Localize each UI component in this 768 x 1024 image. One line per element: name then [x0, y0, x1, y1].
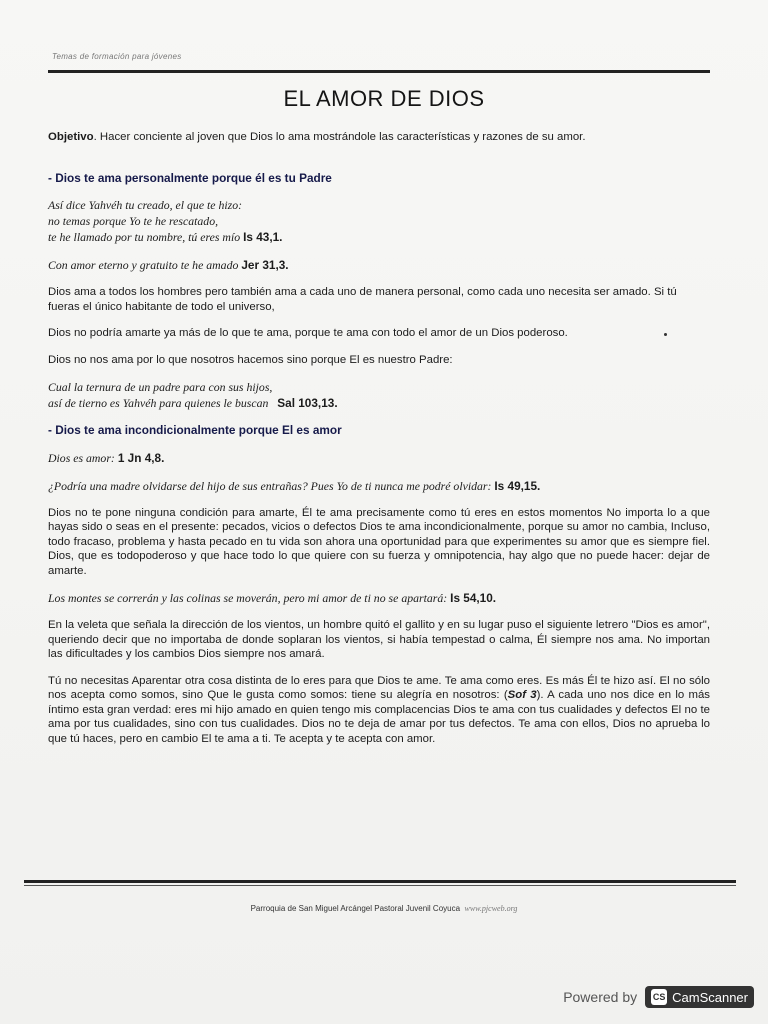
- scan-speck: [664, 333, 667, 336]
- footer-website: www.pjcweb.org: [464, 904, 518, 913]
- document-body: [48, 130, 710, 758]
- section-heading-2: - Dios te ama incondicionalmente porque El es amor: [48, 423, 342, 437]
- footer-text: Parroquia de San Miguel Arcángel Pastoral Juvenil Coyuca: [250, 904, 461, 913]
- camscanner-icon: CS: [651, 989, 667, 1005]
- paragraph-text: ). A cada uno nos dice en lo más íntimo esta gran verdad: eres mi hijo amado en quien tengo mis complacencias Dios te ama con tus cualidades y defectos El no te ama por tus cualidades, sino con tus cualidades. Dios no te deja de amar por tus defectos. Te ama con ellos, Dios no aprueba lo que tú haces, pero en cambio El te ama a ti. Te acepta y te acepta con amor.: [48, 689, 710, 745]
- verse-reference: Is 49,15.: [494, 478, 541, 493]
- camscanner-logo: [645, 986, 754, 1008]
- verse-line: Así dice Yahvéh tu creado, el que te hizo:: [48, 198, 243, 212]
- verse-jer-31: [48, 257, 710, 273]
- verse-line: te he llamado por tu nombre, tú eres mío: [48, 230, 241, 244]
- verse-text: Con amor eterno y gratuito te he amado: [48, 258, 239, 272]
- paragraph: [48, 674, 710, 747]
- verse-text: ¿Podría una madre olvidarse del hijo de sus entrañas? Pues Yo de ti nunca me podré olvidar:: [48, 478, 492, 493]
- camscanner-watermark: [563, 982, 754, 1012]
- bottom-rule-thin: [24, 885, 736, 886]
- paragraph: Dios no podría amarte ya más de lo que te ama, porque te ama con todo el amor de un Dios poderoso.: [48, 327, 568, 339]
- verse-reference: 1 Jn 4,8.: [117, 450, 165, 465]
- verse-line: así de tierno es Yahvéh para quienes le buscan: [48, 396, 269, 410]
- verse-text: Los montes se correrán y las colinas se moverán, pero mi amor de ti no se apartará:: [48, 591, 448, 605]
- top-rule: [48, 70, 710, 73]
- verse-reference: Is 54,10.: [450, 591, 497, 605]
- verse-reference: Is 43,1.: [243, 230, 283, 244]
- paragraph: Dios no nos ama por lo que nosotros hacemos sino porque El es nuestro Padre:: [48, 353, 453, 366]
- paragraph: En la veleta que señala la dirección de los vientos, un hombre quitó el gallito y en su lugar puso el siguiente letrero "Dios es amor", queriendo decir que no importaba de donde soplaran los vientos, si había tempestad o calma, Él siempre nos ama. No importan las dificultades y los cambios Dios siempre nos amará.: [48, 619, 710, 660]
- verse-1jn-4: [48, 450, 710, 466]
- paragraph-text: Tú no necesitas Aparentar otra cosa distinta de lo eres para que Dios te ame. Te ama como eres. Es más Él te hizo así. El no sólo nos acepta como somos, sino Que le gusta como somos: tiene su alegría en nosotros: (: [48, 674, 710, 701]
- verse-is-49: [48, 478, 710, 494]
- verse-line: Cual la ternura de un padre para con sus hijos,: [48, 380, 273, 394]
- camscanner-brand: CamScanner: [672, 989, 748, 1005]
- verse-line: no temas porque Yo te he rescatado,: [48, 214, 219, 228]
- verse-reference: Sal 103,13.: [277, 396, 338, 410]
- section-heading-1: - Dios te ama personalmente porque él es tu Padre: [48, 170, 332, 185]
- verse-reference: Jer 31,3.: [241, 258, 289, 272]
- paragraph: Dios no te pone ninguna condición para amarte, Él te ama precisamente como tú eres en estos momentos No importa lo a que hayas sido o seas en el presente: pecados, vicios o defectos Dios te ama incondicionalmente, porque su amor no cambia, Incluso, todo fracaso, problema y hasta pecado en tu vida son ahora una oportunidad para que experimentes su amor que es siempre fiel. Dios, que es todopoderoso y que hace todo lo que quiere con su fuerza y omnipotencia, hay algo que no puede hacer: dejar de amarte.: [48, 506, 710, 577]
- paragraph: Dios ama a todos los hombres pero también ama a cada uno de manera personal, como cada uno necesita ser amado. Si tú fueras el único habitante de todo el universo,: [48, 286, 677, 313]
- verse-text: Dios es amor:: [48, 450, 115, 465]
- verse-is-43: [48, 197, 710, 245]
- footer: [0, 904, 768, 913]
- verse-sal-103: [48, 379, 710, 411]
- scripture-reference: Sof 3: [507, 689, 537, 701]
- objective-text: . Hacer conciente al joven que Dios lo ama mostrándole las características y razones de su amor.: [93, 131, 586, 143]
- objective-label: Objetivo: [48, 131, 94, 143]
- objective: [48, 130, 710, 145]
- powered-by-text: Powered by: [563, 989, 638, 1005]
- verse-is-54: [48, 590, 710, 606]
- page-title: EL AMOR DE DIOS: [283, 86, 485, 111]
- bottom-rule: [24, 880, 736, 883]
- running-header: Temas de formación para jóvenes: [52, 52, 182, 61]
